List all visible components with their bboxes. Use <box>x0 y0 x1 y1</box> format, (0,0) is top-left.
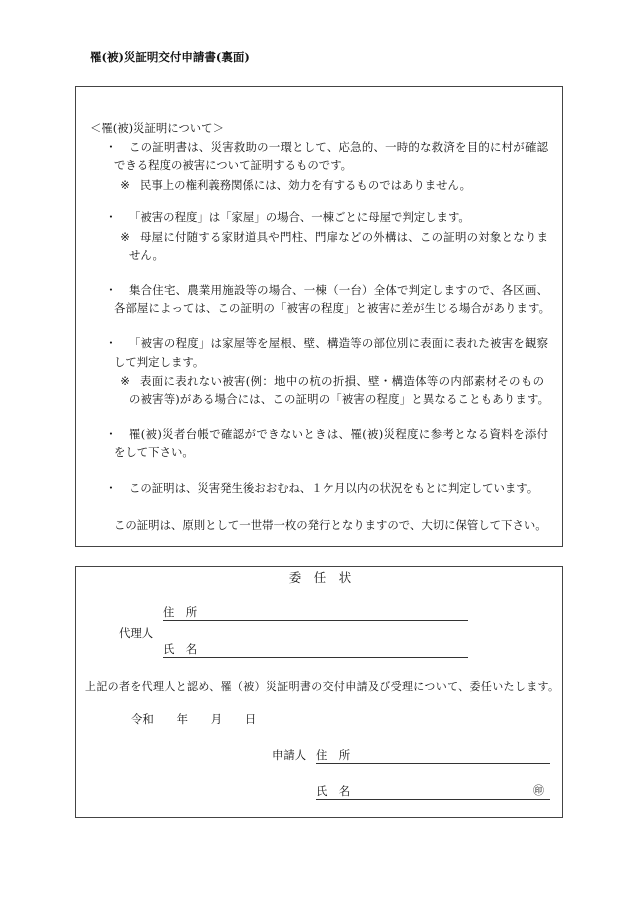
notice-item-text: 「被害の程度」は「家屋」の場合、一棟ごとに母屋で判定します。 <box>129 210 470 224</box>
note-text: せん。 <box>129 248 164 262</box>
applicant-label: 申請人 <box>272 748 307 762</box>
applicant-address-field <box>316 747 550 764</box>
bullet-mark: ・ <box>105 481 117 495</box>
document-title: 罹(被)災証明交付申請書(裏面) <box>90 50 250 64</box>
address-label: 住 所 <box>316 748 351 762</box>
notice-item-text: 「被害の程度」は家屋等を屋根、壁、構造等の部位別に表面に表れた被害を観察 <box>129 336 548 350</box>
note-text: の被害等)がある場合には、この証明の「被害の程度」と異なることもあります。 <box>129 392 549 406</box>
notice-item-text: して判定します。 <box>114 355 205 369</box>
notice-item-text: をして下さい。 <box>114 445 194 459</box>
bullet-mark: ・ <box>105 283 117 297</box>
bullet-mark: ・ <box>105 336 117 350</box>
name-label: 氏 名 <box>316 784 351 798</box>
date-line: 令和 年 月 日 <box>131 712 257 726</box>
delegation-title: 委 任 状 <box>288 570 352 585</box>
note-text: 母屋に付随する家財道具や門柱、門扉などの外構は、この証明の対象となりま <box>140 230 548 244</box>
delegation-statement: 上記の者を代理人と認め、罹（被）災証明書の交付申請及び受理について、委任いたします。 <box>85 680 559 693</box>
bullet-mark: ・ <box>105 210 117 224</box>
notice-item-text: 罹(被)災者台帳で確認ができないときは、罹(被)災程度に参考となる資料を添付 <box>129 427 548 441</box>
notice-box <box>75 86 563 547</box>
notice-item-text: 集合住宅、農業用施設等の場合、一棟（一台）全体で判定しますので、各区画、 <box>129 283 548 297</box>
closing-note: この証明は、原則として一世帯一枚の発行となりますので、大切に保管して下さい。 <box>114 518 547 532</box>
bullet-mark: ・ <box>105 140 117 154</box>
agent-address-field <box>163 604 468 621</box>
notice-item-text: この証明書は、災害救助の一環として、応急的、一時的な救済を目的に村が確認 <box>129 140 548 154</box>
notice-item-text: 各部屋によっては、この証明の「被害の程度」と被害に差が生じる場合があります。 <box>114 301 550 315</box>
delegation-box <box>75 566 563 818</box>
notice-item-text: この証明は、災害発生後おおむね、１ケ月以内の状況をもとに判定しています。 <box>129 481 539 495</box>
notice-heading: ＜罹(被)災証明について＞ <box>90 121 224 135</box>
note-text: 表面に表れない被害(例：地中の杭の折損、壁・構造体等の内部素材そのもの <box>140 374 544 388</box>
agent-label: 代理人 <box>119 626 154 640</box>
note-mark: ※ <box>120 230 130 244</box>
name-label: 氏 名 <box>163 642 198 656</box>
note-mark: ※ <box>120 178 130 192</box>
note-mark: ※ <box>120 374 130 388</box>
note-text: 民事上の権利義務関係には、効力を有するものではありません。 <box>140 178 472 192</box>
notice-item-text: できる程度の被害について証明するものです。 <box>114 158 353 172</box>
applicant-name-field <box>316 783 550 800</box>
address-label: 住 所 <box>163 605 198 619</box>
seal-icon: ㊞ <box>533 784 544 797</box>
agent-name-field <box>163 641 468 658</box>
bullet-mark: ・ <box>105 427 117 441</box>
